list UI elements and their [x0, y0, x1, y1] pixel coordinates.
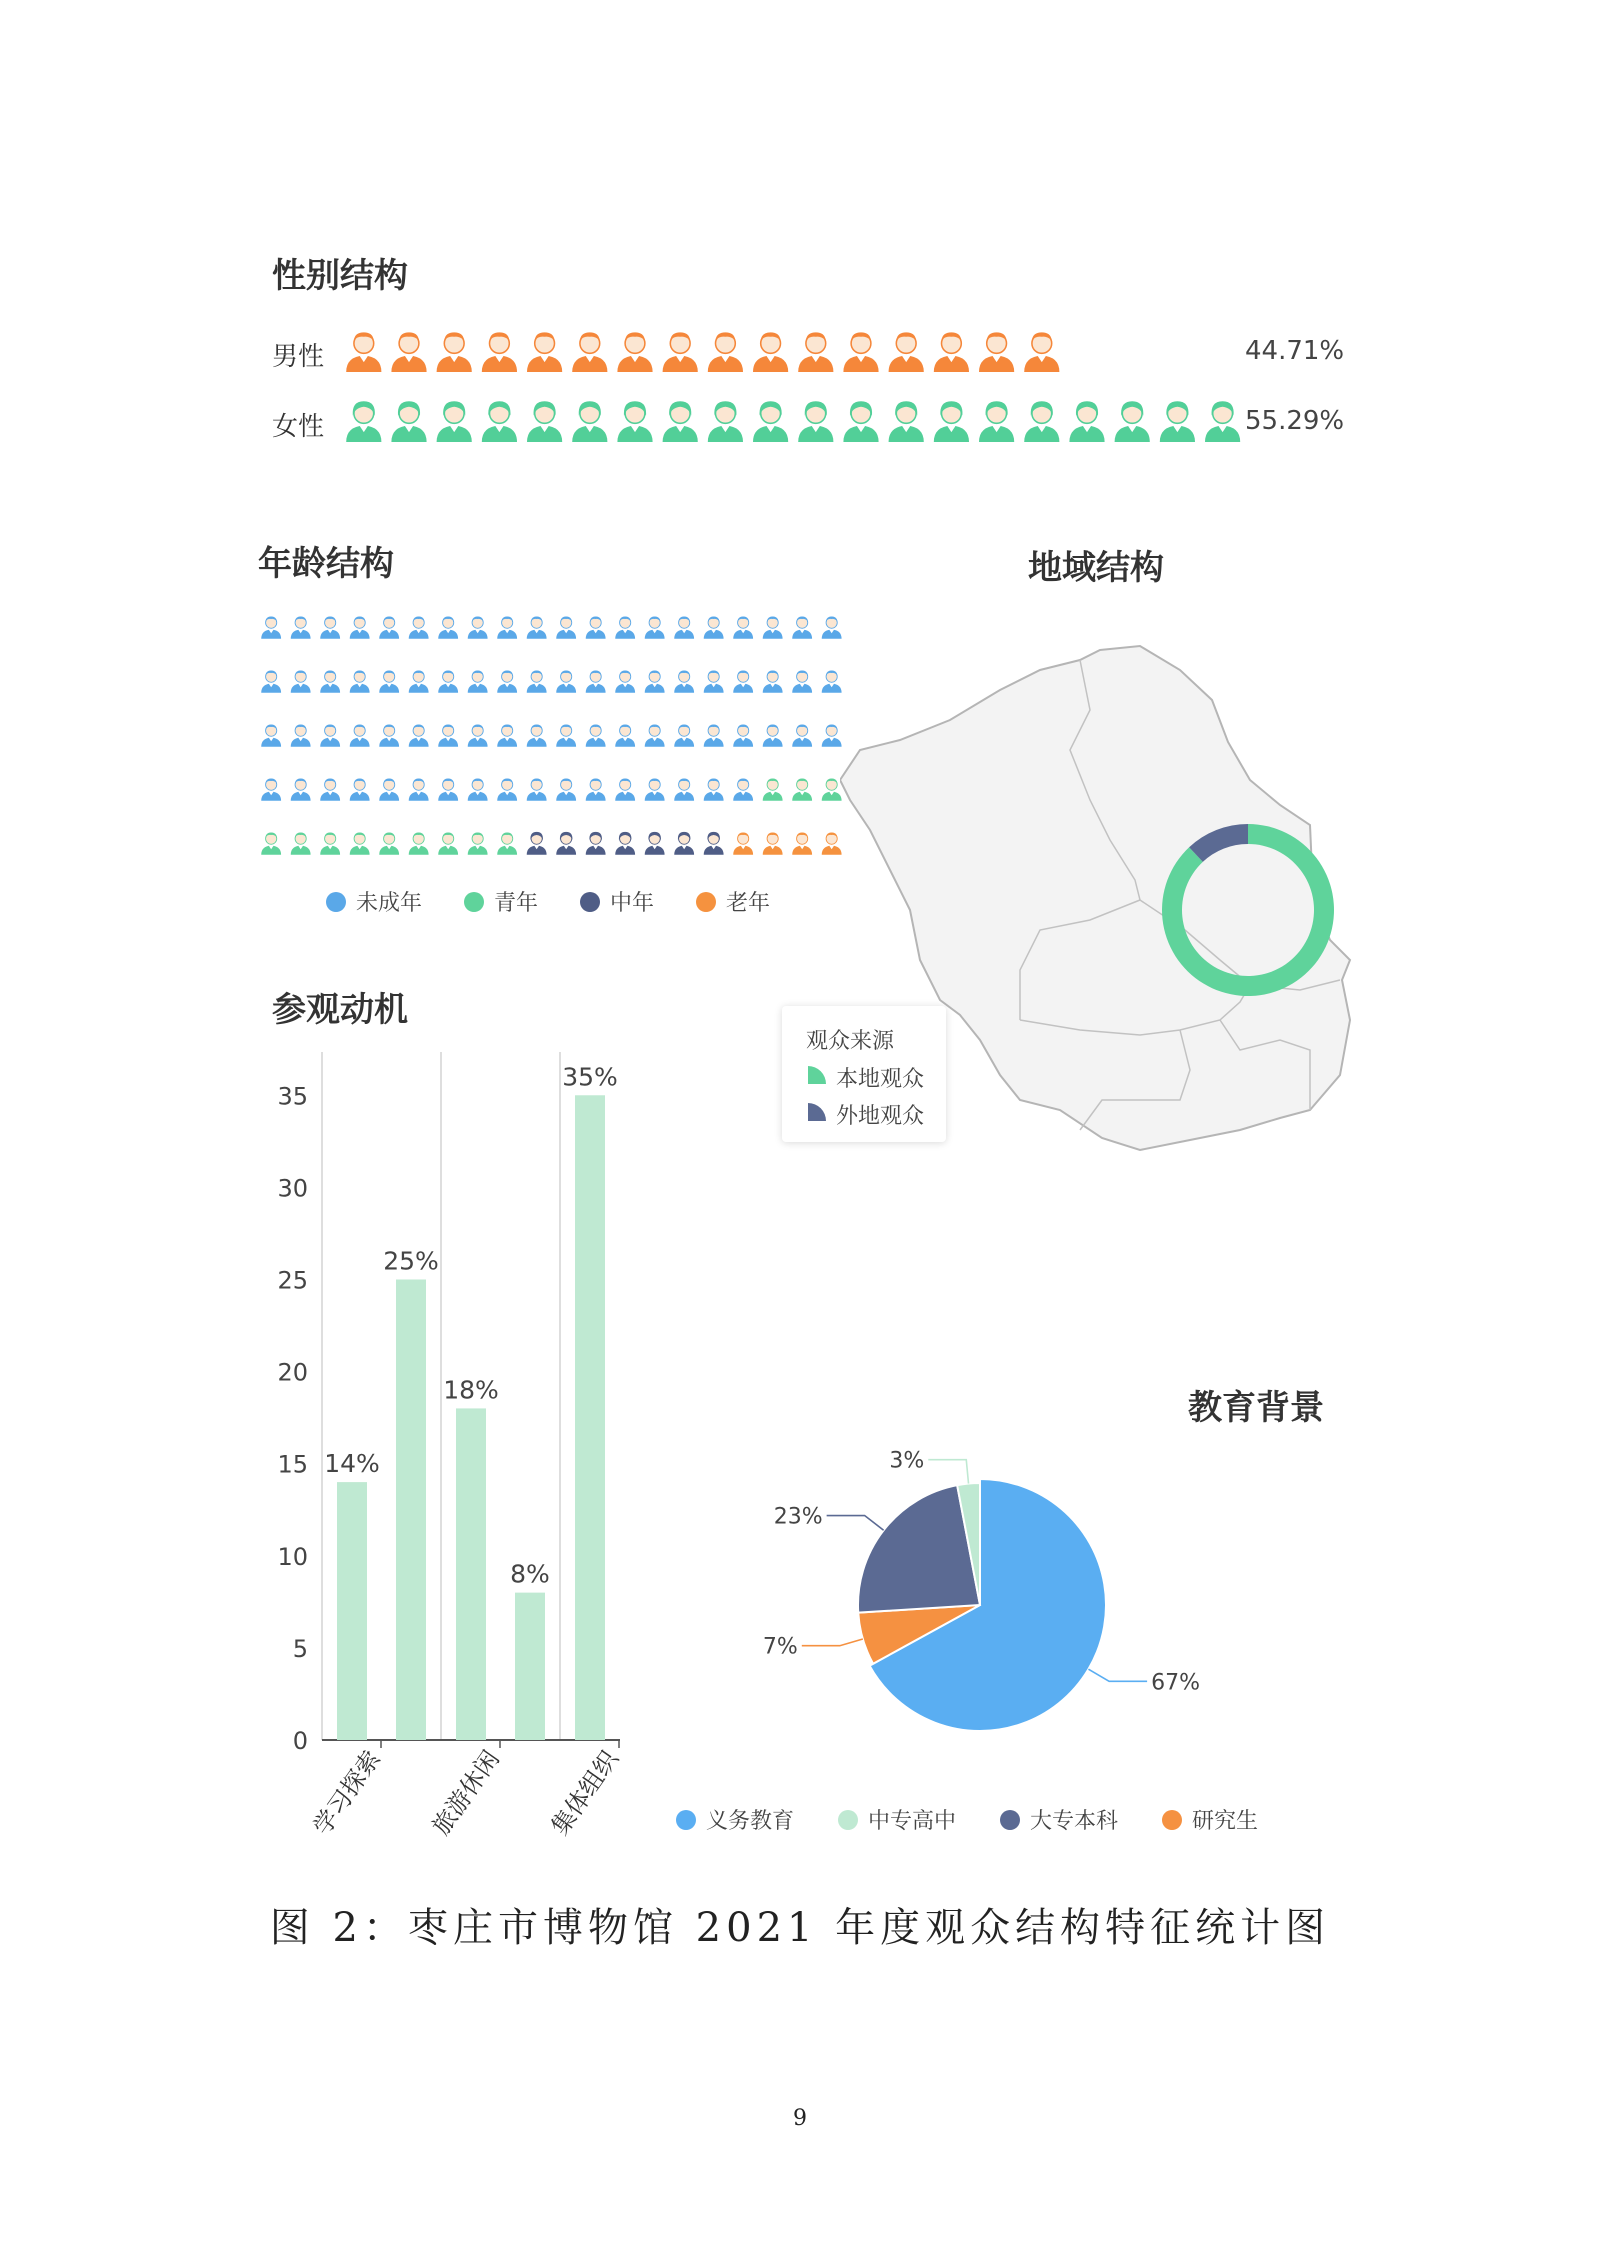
age-person-icon-minor: [674, 616, 694, 638]
y-tick-label: 0: [292, 1727, 308, 1755]
legend-dot-icon: [326, 892, 346, 912]
age-person-icon-minor: [763, 616, 783, 638]
age-person-icon-minor: [291, 670, 311, 692]
age-person-icon-minor: [350, 724, 370, 746]
pie-leader-line: [1088, 1669, 1147, 1681]
region-legend-title: 观众来源: [806, 1029, 895, 1054]
bar: [396, 1279, 426, 1740]
age-person-icon-minor: [291, 778, 311, 800]
female-person-icon: [527, 401, 562, 442]
male-person-icon: [708, 332, 743, 372]
age-person-icon-minor: [586, 616, 606, 638]
age-person-icon-minor: [261, 670, 281, 692]
age-person-icon-minor: [468, 616, 488, 638]
age-person-icon-minor: [320, 724, 340, 746]
bar-data-label: 18%: [443, 1375, 499, 1405]
y-tick-label: 5: [292, 1634, 308, 1663]
age-person-icon-youth: [468, 832, 488, 854]
female-person-icon: [979, 401, 1014, 442]
age-person-icon-minor: [438, 778, 458, 800]
age-person-icon-minor: [645, 724, 665, 746]
male-person-icon: [617, 332, 652, 372]
female-person-icon: [482, 401, 517, 442]
age-person-icon-minor: [674, 778, 694, 800]
age-person-icon-minor: [261, 724, 281, 746]
female-person-icon: [1205, 401, 1240, 442]
pie-legend-label: 义务教育: [706, 1809, 795, 1834]
bar-data-label: 25%: [383, 1246, 439, 1276]
male-person-icon: [753, 332, 788, 372]
bar-data-label: 14%: [324, 1449, 380, 1479]
female-person-icon: [843, 401, 878, 442]
age-person-icon-minor: [261, 616, 281, 638]
age-person-icon-minor: [704, 670, 724, 692]
bar-data-label: 35%: [562, 1062, 618, 1092]
age-legend-youth-label: 青年: [494, 891, 539, 916]
age-person-icon-minor: [792, 670, 812, 692]
age-person-icon-minor: [615, 778, 635, 800]
age-person-icon-minor: [409, 670, 429, 692]
bar: [456, 1408, 486, 1740]
age-person-icon-minor: [615, 724, 635, 746]
education-pie-chart: [720, 1430, 1280, 1770]
male-icon-row: [340, 322, 1260, 380]
age-person-icon-minor: [350, 778, 370, 800]
gender-title: 性别结构: [272, 256, 408, 296]
y-tick-label: 30: [277, 1174, 308, 1203]
female-person-icon: [437, 401, 472, 442]
age-person-icon-youth: [792, 778, 812, 800]
male-person-icon: [1024, 332, 1059, 372]
pie-legend-label: 研究生: [1192, 1809, 1259, 1834]
age-person-icon-minor: [792, 616, 812, 638]
age-person-icon-youth: [438, 832, 458, 854]
age-person-icon-minor: [733, 778, 753, 800]
x-category-label: 集体组织: [545, 1745, 624, 1841]
age-person-icon-minor: [586, 724, 606, 746]
region-legend-local: 本地观众: [836, 1067, 925, 1092]
age-person-icon-minor: [438, 616, 458, 638]
age-person-icon-minor: [527, 778, 547, 800]
age-person-icon-minor: [261, 778, 281, 800]
age-person-icon-minor: [615, 670, 635, 692]
male-person-icon: [346, 332, 381, 372]
age-person-icon-minor: [468, 724, 488, 746]
region-title: 地域结构: [1028, 548, 1164, 588]
bar: [337, 1482, 367, 1740]
y-tick-label: 10: [277, 1542, 308, 1571]
age-person-icon-minor: [645, 670, 665, 692]
age-person-icon-minor: [556, 778, 576, 800]
age-person-icon-middle: [704, 832, 724, 855]
pie-leader-line: [928, 1460, 968, 1484]
age-person-icon-elder: [792, 832, 812, 854]
female-person-icon: [1069, 401, 1104, 442]
age-person-icon-minor: [556, 724, 576, 746]
age-person-icon-youth: [261, 832, 281, 854]
legend-dot-icon: [1162, 1810, 1182, 1830]
age-person-icon-minor: [792, 724, 812, 746]
female-person-icon: [889, 401, 924, 442]
female-person-icon: [708, 401, 743, 442]
age-person-icon-minor: [379, 778, 399, 800]
age-legend-minor-label: 未成年: [356, 891, 423, 916]
male-person-icon: [391, 332, 426, 372]
age-person-icon-minor: [645, 616, 665, 638]
age-person-icon-minor: [291, 724, 311, 746]
age-person-icon-minor: [497, 670, 517, 692]
age-person-icon-minor: [763, 670, 783, 692]
male-person-icon: [934, 332, 969, 372]
pie-legend-college: [1000, 1804, 1118, 1835]
age-person-icon-minor: [763, 724, 783, 746]
age-person-icon-minor: [379, 616, 399, 638]
age-legend-elder: [696, 886, 770, 917]
y-tick-label: 20: [277, 1358, 308, 1387]
age-person-icon-minor: [527, 616, 547, 638]
age-person-icon-youth: [320, 832, 340, 854]
age-legend-youth: [464, 886, 538, 917]
quarter-slice-icon: [806, 1064, 828, 1086]
pie-legend-label: 大专本科: [1030, 1809, 1119, 1834]
age-person-icon-minor: [350, 616, 370, 638]
female-person-icon: [663, 401, 698, 442]
age-person-icon-minor: [527, 724, 547, 746]
y-tick-label: 15: [277, 1450, 308, 1479]
figure-caption: 图 2：枣庄市博物馆 2021 年度观众结构特征统计图: [269, 1905, 1331, 1951]
age-person-icon-minor: [527, 670, 547, 692]
female-person-icon: [1115, 401, 1150, 442]
age-person-icon-youth: [763, 778, 783, 800]
age-person-icon-elder: [822, 832, 842, 854]
age-person-icon-elder: [763, 832, 783, 854]
gender-pct-female: 55.29%: [1245, 406, 1345, 436]
male-person-icon: [843, 332, 878, 372]
x-category-label: 学习探索: [307, 1745, 386, 1841]
pie-legend-compulsory: [676, 1804, 794, 1835]
age-person-icon-minor: [674, 670, 694, 692]
age-person-icon-minor: [291, 616, 311, 638]
age-person-icon-minor: [468, 778, 488, 800]
pie-legend-graduate: [1162, 1804, 1258, 1835]
age-person-icon-minor: [409, 616, 429, 638]
bar-data-label: 8%: [510, 1559, 550, 1589]
age-person-icon-minor: [615, 616, 635, 638]
age-person-icon-minor: [733, 616, 753, 638]
male-person-icon: [437, 332, 472, 372]
age-person-icon-minor: [379, 724, 399, 746]
legend-dot-icon: [696, 892, 716, 912]
age-person-icon-minor: [733, 670, 753, 692]
age-person-icon-youth: [291, 832, 311, 854]
age-person-icon-middle: [645, 832, 665, 855]
pie-data-label: 23%: [773, 1504, 823, 1530]
male-person-icon: [798, 332, 833, 372]
pie-leader-line: [802, 1639, 863, 1646]
age-person-icon-minor: [438, 670, 458, 692]
age-title: 年龄结构: [258, 544, 394, 584]
region-legend-nonlocal: 外地观众: [836, 1104, 925, 1129]
age-person-icon-minor: [468, 670, 488, 692]
age-person-icon-middle: [586, 832, 606, 855]
gender-pct-male: 44.71%: [1245, 336, 1345, 366]
male-person-icon: [572, 332, 607, 372]
age-person-icon-minor: [733, 724, 753, 746]
age-person-icon-youth: [497, 832, 517, 854]
gender-label-male: 男性: [272, 342, 325, 372]
age-person-icon-youth: [350, 832, 370, 854]
bar: [575, 1095, 605, 1740]
motivation-bar-chart: [260, 1040, 660, 1850]
age-legend-middle-label: 中年: [610, 891, 655, 916]
age-person-icon-minor: [822, 724, 842, 746]
age-person-icon-minor: [704, 724, 724, 746]
female-person-icon: [798, 401, 833, 442]
age-person-icon-minor: [320, 616, 340, 638]
bar: [515, 1593, 545, 1740]
male-person-icon: [889, 332, 924, 372]
pie-data-label: 7%: [762, 1634, 798, 1660]
pie-legend-secondary: [838, 1804, 956, 1835]
age-person-icon-minor: [704, 616, 724, 638]
age-person-icon-minor: [556, 616, 576, 638]
age-person-icon-minor: [320, 670, 340, 692]
age-person-icon-minor: [556, 670, 576, 692]
female-person-icon: [346, 401, 381, 442]
age-person-icon-minor: [438, 724, 458, 746]
age-person-icon-middle: [527, 832, 547, 855]
age-person-icon-minor: [645, 778, 665, 800]
female-person-icon: [1024, 401, 1059, 442]
male-person-icon: [527, 332, 562, 372]
page-number: 9: [793, 2106, 807, 2131]
age-person-icon-youth: [379, 832, 399, 854]
age-person-icon-middle: [556, 832, 576, 855]
age-person-icon-minor: [409, 778, 429, 800]
age-legend-elder-label: 老年: [726, 891, 771, 916]
age-person-icon-minor: [350, 670, 370, 692]
female-person-icon: [617, 401, 652, 442]
age-person-icon-minor: [586, 778, 606, 800]
age-person-icon-elder: [733, 832, 753, 854]
age-person-icon-minor: [822, 670, 842, 692]
quarter-slice-icon: [806, 1101, 828, 1123]
age-person-icon-middle: [615, 832, 635, 855]
pie-data-label: 3%: [889, 1448, 925, 1474]
age-person-icon-youth: [822, 778, 842, 800]
age-person-icon-minor: [822, 616, 842, 638]
male-person-icon: [979, 332, 1014, 372]
female-person-icon: [753, 401, 788, 442]
pie-data-label: 67%: [1151, 1670, 1201, 1696]
age-legend-middle: [580, 886, 654, 917]
age-person-icon-minor: [586, 670, 606, 692]
pie-chart-title: 教育背景: [1188, 1388, 1324, 1428]
female-person-icon: [391, 401, 426, 442]
legend-dot-icon: [580, 892, 600, 912]
pie-legend-label: 中专高中: [868, 1809, 957, 1834]
y-tick-label: 35: [277, 1082, 308, 1111]
pie-leader-line: [827, 1516, 884, 1531]
age-person-icon-minor: [497, 778, 517, 800]
age-person-icon-minor: [409, 724, 429, 746]
age-person-icon-minor: [704, 778, 724, 800]
x-category-label: 旅游休闲: [426, 1745, 505, 1841]
female-person-icon: [934, 401, 969, 442]
male-person-icon: [663, 332, 698, 372]
legend-dot-icon: [464, 892, 484, 912]
age-person-icon-minor: [497, 724, 517, 746]
age-person-icon-minor: [674, 724, 694, 746]
age-pictogram: [258, 612, 848, 862]
female-person-icon: [572, 401, 607, 442]
gender-label-female: 女性: [272, 412, 325, 442]
legend-dot-icon: [1000, 1810, 1020, 1830]
age-person-icon-minor: [497, 616, 517, 638]
legend-dot-icon: [838, 1810, 858, 1830]
female-icon-row: [340, 392, 1260, 450]
age-person-icon-youth: [409, 832, 429, 854]
age-person-icon-minor: [320, 778, 340, 800]
age-legend-minor: [326, 886, 422, 917]
age-person-icon-middle: [674, 832, 694, 855]
bar-chart-title: 参观动机: [272, 990, 408, 1030]
age-person-icon-minor: [379, 670, 399, 692]
legend-dot-icon: [676, 1810, 696, 1830]
male-person-icon: [482, 332, 517, 372]
y-tick-label: 25: [277, 1266, 308, 1295]
female-person-icon: [1160, 401, 1195, 442]
